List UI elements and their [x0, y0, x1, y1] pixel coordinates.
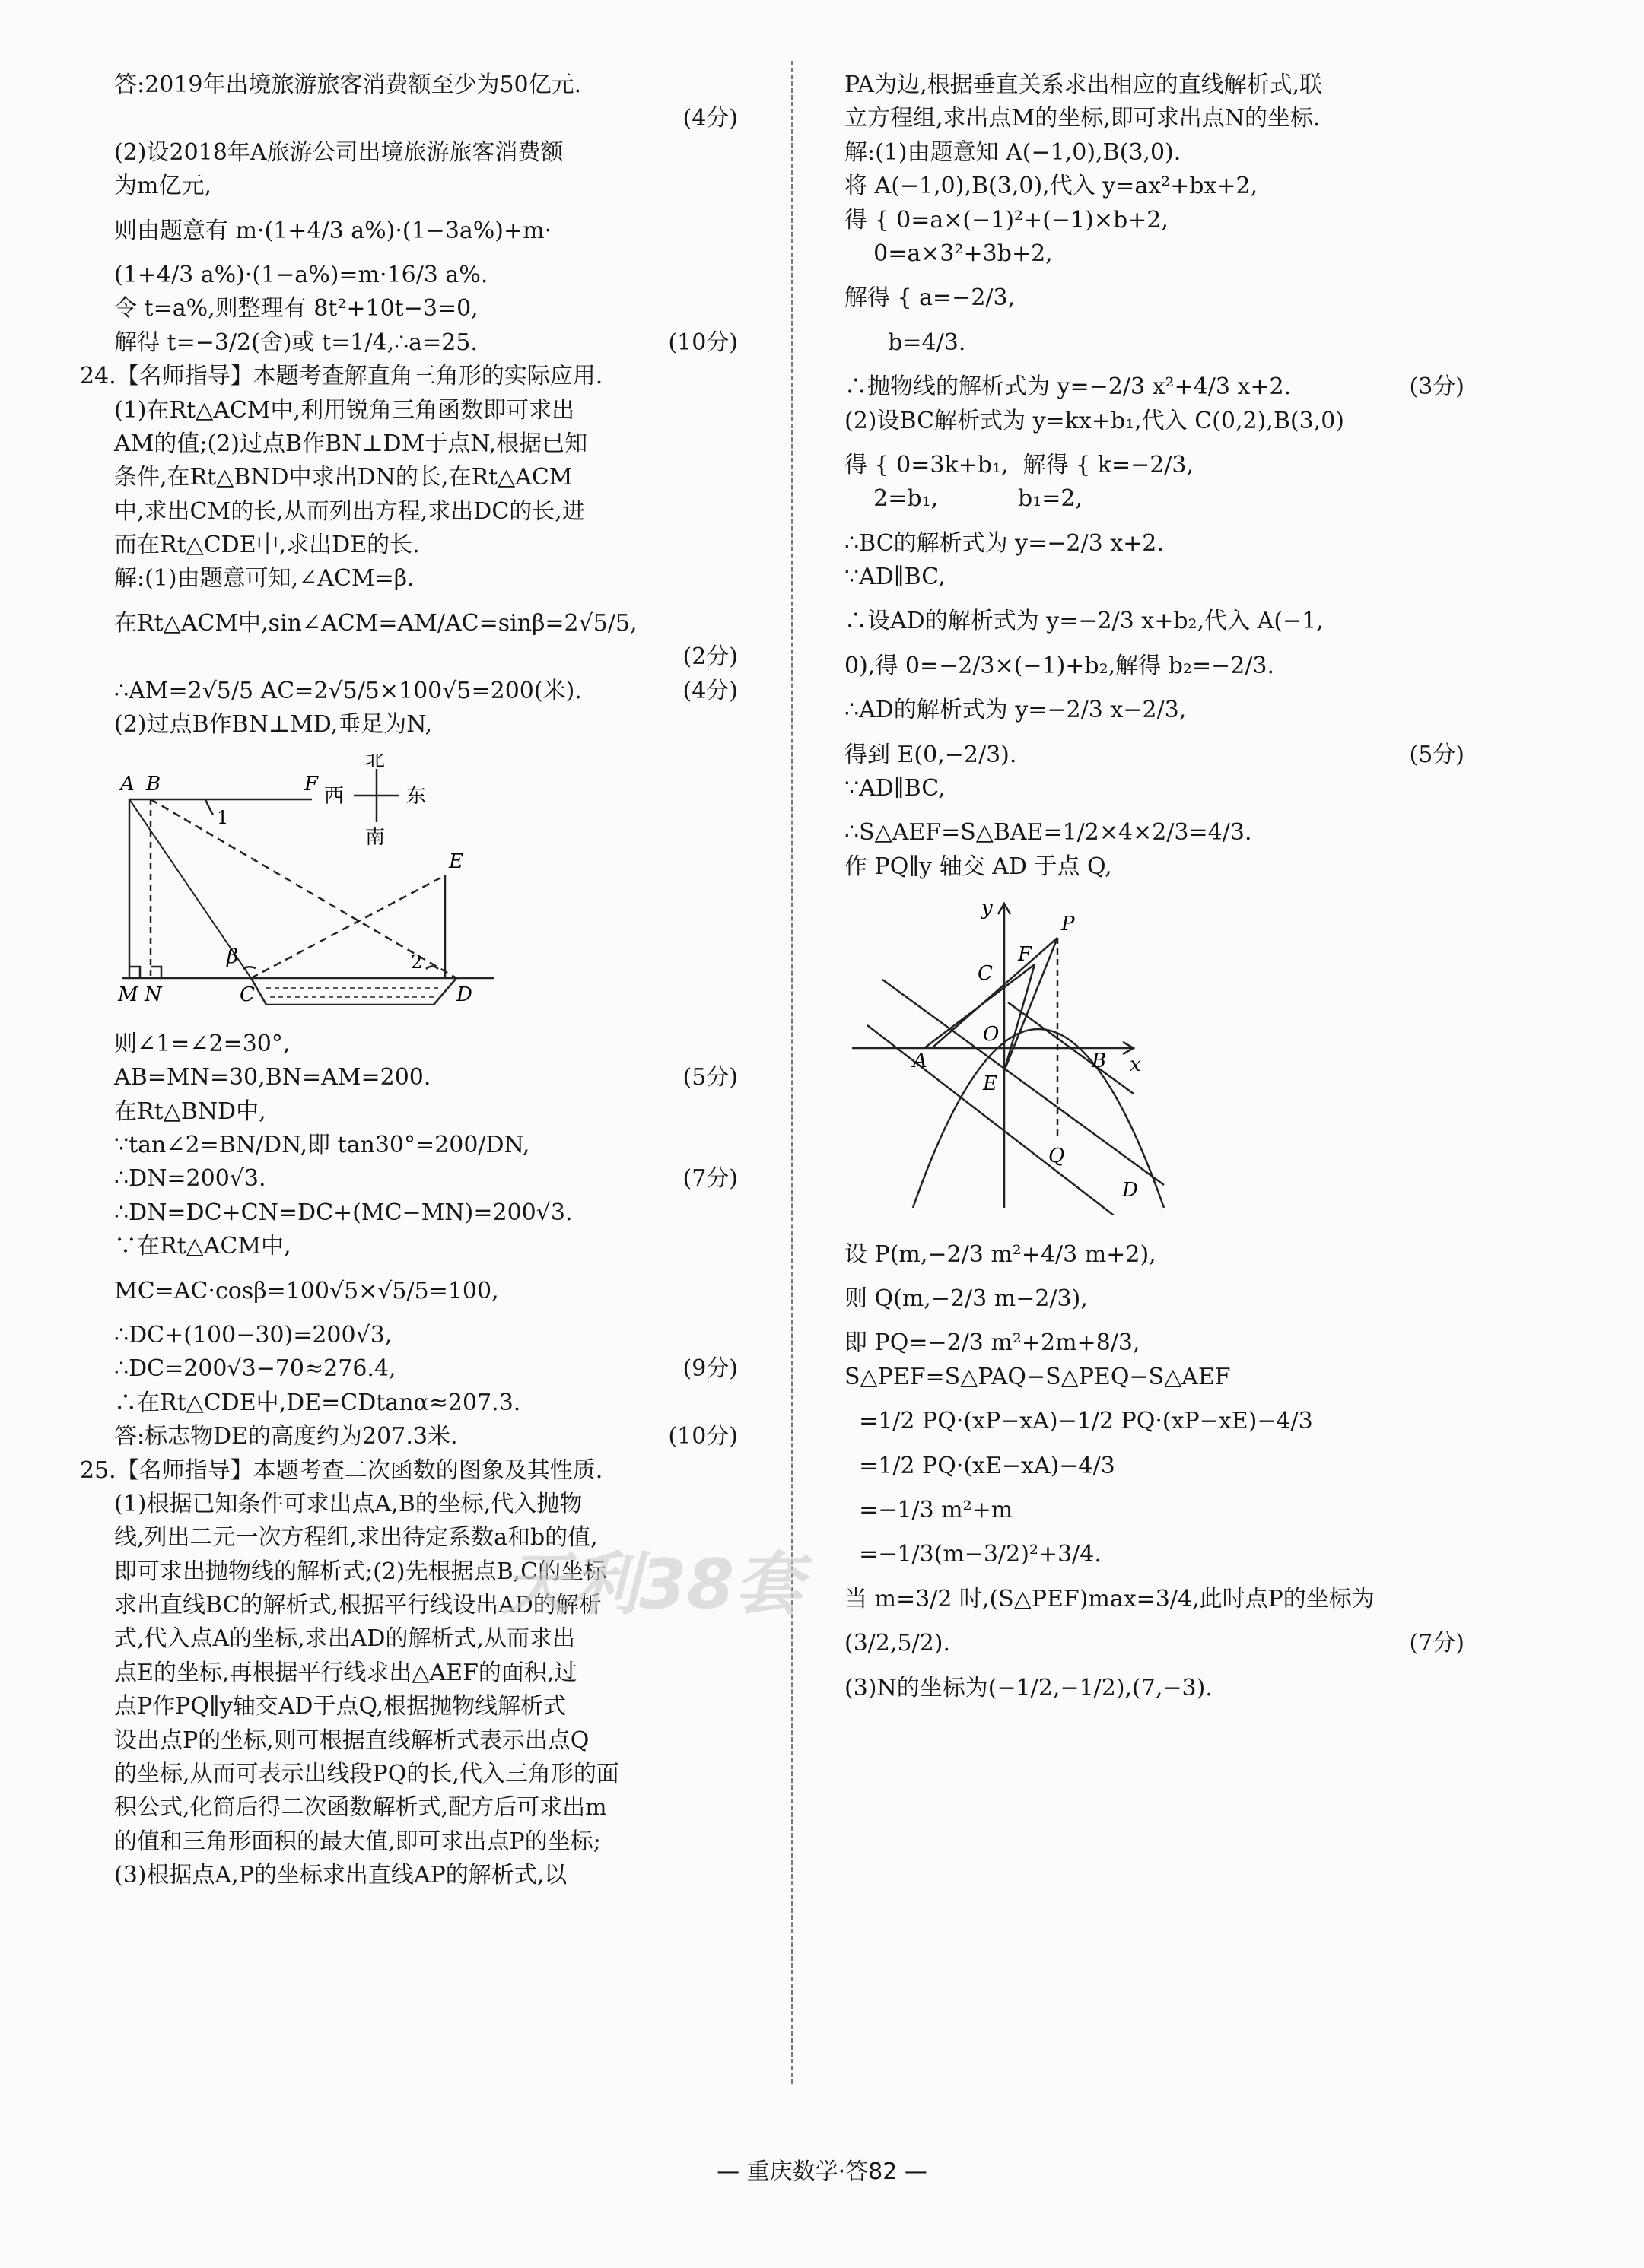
equation-line: =−1/3(m−3/2)²+3/4.	[844, 1541, 1102, 1568]
score-row	[114, 675, 738, 708]
compass-north: 北	[365, 754, 386, 772]
parabola-diagram	[844, 896, 1453, 1215]
label-C: C	[240, 983, 255, 1005]
text-line: 积公式,化简后得二次函数解析式,配方后可求出m	[114, 1794, 607, 1822]
label-A: A	[120, 773, 135, 796]
score-row	[114, 1061, 738, 1094]
text-line: 求出直线BC的解析式,根据平行线设出AD的解析	[114, 1592, 602, 1619]
equation-line: 则由题意有 m·(1+4/3 a%)·(1−3a%)+m·	[114, 217, 552, 244]
text-line: (2)设2018年A旅游公司出境旅游旅客消费额	[114, 138, 564, 166]
text-line: 即可求出抛物线的解析式;(2)先根据点B,C的坐标	[114, 1558, 607, 1585]
text-line: 线,列出二元一次方程组,求出待定系数a和b的值,	[114, 1524, 598, 1552]
label-M: M	[118, 983, 138, 1005]
text-line: 式,代入点A的坐标,求出AD的解析式,从而求出	[114, 1625, 575, 1653]
question-24-title: 24.【名师指导】本题考查解直角三角形的实际应用.	[80, 363, 603, 390]
parabola-figure	[844, 896, 1464, 1225]
equation-line: ∵tan∠2=BN/DN,即 tan30°=200/DN,	[114, 1131, 530, 1158]
score: (9分)	[682, 1355, 738, 1383]
label-Q: Q	[1048, 1145, 1065, 1168]
text-line: 条件,在Rt△BND中求出DN的长,在Rt△ACM	[114, 464, 573, 491]
equation-line: (1+4/3 a%)·(1−a%)=m·16/3 a%.	[114, 261, 488, 288]
text-line: ∵在Rt△ACM中,	[114, 1233, 291, 1260]
text-line: 答:2019年出境旅游旅客消费额至少为50亿元.	[114, 71, 582, 98]
score: (5分)	[682, 1064, 738, 1091]
compass-east: 东	[406, 785, 427, 808]
equation-line: 得 { 0=3k+b₁, 解得 { k=−2/3,	[844, 451, 1194, 478]
equation-line: 在Rt△ACM中,sin∠ACM=AM/AC=sinβ=2√5/5,	[114, 609, 638, 637]
score: (10分)	[668, 329, 738, 356]
text-line: 解:(1)由题意可知,∠ACM=β.	[114, 565, 415, 592]
score-row	[114, 1420, 738, 1453]
equation-line: =1/2 PQ·(xE−xA)−4/3	[844, 1452, 1115, 1479]
equation-line: ∴DN=DC+CN=DC+(MC−MN)=200√3.	[114, 1199, 573, 1226]
equation-line: 0),得 0=−2/3×(−1)+b₂,解得 b₂=−2/3.	[844, 652, 1275, 679]
label-B: B	[146, 773, 161, 796]
label-P: P	[1061, 913, 1075, 936]
score-row	[844, 370, 1464, 404]
label-O: O	[983, 1023, 1000, 1047]
text-line: 的值和三角形面积的最大值,即可求出点P的坐标;	[114, 1828, 601, 1855]
score: (7分)	[682, 1165, 738, 1193]
equation-line: ∴设AD的解析式为 y=−2/3 x+b₂,代入 A(−1,	[844, 608, 1324, 635]
compass-west: 西	[324, 785, 345, 808]
score: (10分)	[668, 1423, 738, 1450]
text-line: AM的值;(2)过点B作BN⊥DM于点N,根据已知	[114, 430, 588, 457]
text-line: ∵AD∥BC,	[844, 775, 946, 802]
text-line: AB=MN=30,BN=AM=200.	[114, 1064, 431, 1091]
text-line: 则∠1=∠2=30°,	[114, 1030, 291, 1057]
score: (2分)	[682, 643, 738, 671]
label-N: N	[145, 983, 162, 1005]
label-x: x	[1130, 1053, 1141, 1077]
equation-line: (3)N的坐标为(−1/2,−1/2),(7,−3).	[844, 1674, 1213, 1701]
text-line: 的坐标,从而可表示出线段PQ的长,代入三角形的面	[114, 1761, 619, 1788]
equation-line: 将 A(−1,0),B(3,0),代入 y=ax²+bx+2,	[844, 173, 1258, 200]
text-line: 在Rt△BND中,	[114, 1097, 266, 1125]
label-beta: β	[227, 945, 239, 969]
equation-line: 即 PQ=−2/3 m²+2m+8/3,	[844, 1329, 1140, 1357]
equation-line: ∴DC=200√3−70≈276.4,	[114, 1355, 396, 1383]
score-row	[114, 326, 738, 360]
text-line: 设出点P的坐标,则可根据直线解析式表示出点Q	[114, 1726, 590, 1754]
score: (4分)	[682, 677, 738, 704]
survey-diagram	[114, 754, 723, 1005]
text-line: 解得 t=−3/2(舍)或 t=1/4,∴a=25.	[114, 329, 478, 356]
question-25-title: 25.【名师指导】本题考查二次函数的图象及其性质.	[80, 1456, 603, 1484]
equation-line: ∴DN=200√3.	[114, 1165, 266, 1193]
text-line: 令 t=a%,则整理有 8t²+10t−3=0,	[114, 295, 479, 322]
text-line: 点E的坐标,再根据平行线求出△AEF的面积,过	[114, 1659, 577, 1686]
equation-line: S△PEF=S△PAQ−S△PEQ−S△AEF	[844, 1363, 1231, 1390]
equation-line: 则 Q(m,−2/3 m−2/3),	[844, 1285, 1088, 1312]
text-line: 为m亿元,	[114, 173, 211, 200]
text-line: (1)根据已知条件可求出点A,B的坐标,代入抛物	[114, 1490, 583, 1517]
column-divider	[791, 61, 793, 2084]
score: (5分)	[1409, 741, 1464, 768]
equation-line: 2=b₁, b₁=2,	[844, 485, 1083, 513]
score-row	[114, 1352, 738, 1386]
equation-line: 得 { 0=a×(−1)²+(−1)×b+2,	[844, 206, 1169, 233]
label-C: C	[978, 962, 993, 986]
equation-line: b=4/3.	[844, 329, 966, 356]
text-line: 点P作PQ∥y轴交AD于点Q,根据抛物线解析式	[114, 1693, 567, 1720]
equation-line: ∴DC+(100−30)=200√3,	[114, 1321, 393, 1348]
equation-line: =−1/3 m²+m	[844, 1496, 1013, 1523]
equation-line: 0=a×3²+3b+2,	[844, 240, 1053, 267]
equation-line: ∴BC的解析式为 y=−2/3 x+2.	[844, 529, 1164, 557]
label-angle-1: 1	[217, 807, 229, 829]
label-E: E	[449, 850, 463, 874]
text-line: 立方程组,求出点M的坐标,即可求出点N的坐标.	[844, 105, 1321, 132]
equation-line: 解得 { a=−2/3,	[844, 284, 1016, 312]
right-column	[844, 68, 1464, 1705]
equation-line: 得到 E(0,−2/3).	[844, 741, 1017, 768]
equation-line: ∴抛物线的解析式为 y=−2/3 x²+4/3 x+2.	[844, 373, 1292, 401]
label-D: D	[1122, 1179, 1138, 1202]
equation-line: ∴在Rt△CDE中,DE=CDtanα≈207.3.	[114, 1389, 521, 1416]
equation-line: ∴S△AEF=S△BAE=1/2×4×2/3=4/3.	[844, 819, 1252, 847]
score-row	[844, 739, 1464, 772]
label-F: F	[304, 773, 319, 796]
page-footer: — 重庆数学·答82 —	[717, 2158, 927, 2185]
label-A: A	[913, 1050, 927, 1073]
text-line: (1)在Rt△ACM中,利用锐角三角函数即可求出	[114, 396, 575, 424]
text-line: 解:(1)由题意知 A(−1,0),B(3,0).	[844, 138, 1181, 166]
label-E: E	[983, 1072, 997, 1096]
text-line: 答:标志物DE的高度约为207.3米.	[114, 1423, 458, 1450]
text-line: 而在Rt△CDE中,求出DE的长.	[114, 532, 420, 559]
survey-figure	[114, 754, 738, 1015]
equation-line: (3/2,5/2).	[844, 1630, 951, 1657]
label-B: B	[1092, 1050, 1107, 1073]
equation-line: (2)设BC解析式为 y=kx+b₁,代入 C(0,2),B(3,0)	[844, 407, 1344, 434]
label-D: D	[456, 983, 472, 1005]
score: (4分)	[682, 105, 738, 132]
compass-south: 南	[365, 826, 386, 850]
text-line: PA为边,根据垂直关系求出相应的直线解析式,联	[844, 71, 1323, 98]
text-line: 中,求出CM的长,从而列出方程,求出DC的长,进	[114, 497, 585, 525]
score: (3分)	[1409, 373, 1464, 401]
score-row	[844, 1627, 1464, 1660]
score-row	[114, 1162, 738, 1196]
equation-line: 当 m=3/2 时,(S△PEF)max=3/4,此时点P的坐标为	[844, 1585, 1375, 1612]
text-line: 作 PQ∥y 轴交 AD 于点 Q,	[844, 853, 1112, 880]
equation-line: ∴AD的解析式为 y=−2/3 x−2/3,	[844, 697, 1187, 724]
text-line: (3)根据点A,P的坐标求出直线AP的解析式,以	[114, 1862, 568, 1889]
equation-line: MC=AC·cosβ=100√5×√5/5=100,	[114, 1277, 499, 1304]
label-angle-2: 2	[411, 951, 423, 974]
text-line: (2)过点B作BN⊥MD,垂足为N,	[114, 711, 433, 739]
score: (7分)	[1409, 1630, 1464, 1657]
label-y: y	[981, 897, 993, 920]
equation-line: ∴AM=2√5/5 AC=2√5/5×100√5=200(米).	[114, 677, 582, 704]
text-line: ∵AD∥BC,	[844, 564, 946, 591]
equation-line: =1/2 PQ·(xP−xA)−1/2 PQ·(xP−xE)−4/3	[844, 1408, 1313, 1435]
equation-line: 设 P(m,−2/3 m²+4/3 m+2),	[844, 1240, 1156, 1268]
label-F: F	[1018, 943, 1032, 967]
watermark-logo: 天利38套	[502, 1545, 803, 1625]
